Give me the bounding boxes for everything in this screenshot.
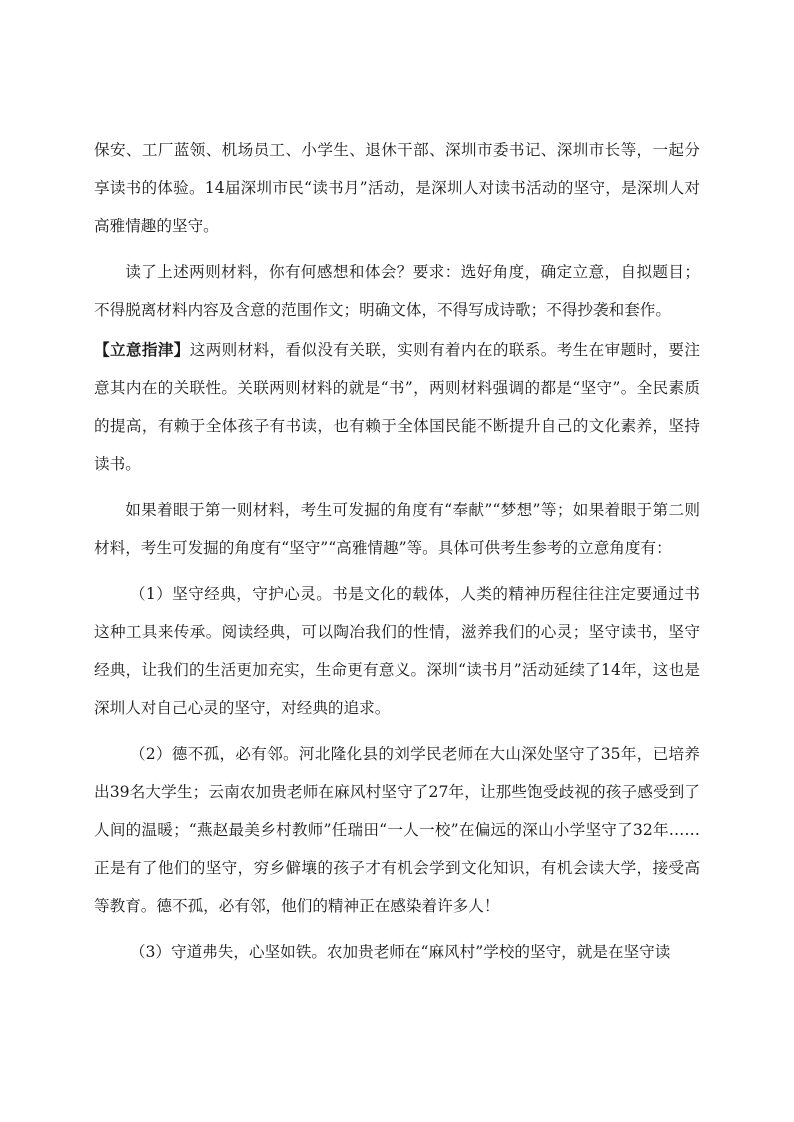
guidance-text: 这两则材料，看似没有关联，实则有着内在的联系。考生在审题时，要注意其内在的关联性。关联两则材料的就是“书”，两则材料强调的都是“坚守”。全民素质的提高，有赖于全体孩子有书读，也有赖于全体国民能不断提升自己的文化素养，坚持读书。 (94, 341, 700, 473)
paragraph-angle-2: （2）德不孤，必有邻。河北隆化县的刘学民老师在大山深处坚守了35年，已培养出39名大学生；云南农加贵老师在麻风村坚守了27年，让那些饱受歧视的孩子感受到了人间的温暖；“燕赵最美乡村教师”任瑞田“一人一校”在偏远的深山小学坚守了32年……正是有了他们的坚守，穷乡僻壤的孩子才有机会学到文化知识，有机会读大学，接受高等教育。德不孤，必有邻，他们的精神正在感染着许多人！ (94, 745, 700, 915)
paragraph-angles-intro: 如果着眼于第一则材料，考生可发掘的角度有“奉献”“梦想”等；如果着眼于第二则材料，考生可发掘的角度有“坚守”“高雅情趣”等。具体可供考生参考的立意角度有： (94, 501, 700, 557)
paragraph-guidance (94, 331, 700, 483)
paragraph-writing-prompt: 读了上述两则材料，你有何感想和体会？要求：选好角度，确定立意，自拟题目；不得脱离材料内容及含意的范围作文；明确文体，不得写成诗歌；不得抄袭和套作。 (94, 263, 700, 319)
guidance-heading: 【立意指津】 (94, 340, 190, 359)
paragraph-angle-1: （1）坚守经典，守护心灵。书是文化的载体，人类的精神历程往往注定要通过书这种工具来传承。阅读经典，可以陶冶我们的性情，滋养我们的心灵；坚守读书，坚守经典，让我们的生活更加充实，生命更有意义。深圳“读书月”活动延续了14年，这也是深圳人对自己心灵的坚守，对经典的追求。 (94, 585, 700, 717)
paragraph-material-continuation: 保安、工厂蓝领、机场员工、小学生、退休干部、深圳市委书记、深圳市长等，一起分享读书的体验。14届深圳市民“读书月”活动，是深圳人对读书活动的坚守，是深圳人对高雅情趣的坚守。 (94, 141, 700, 235)
paragraph-angle-3: （3）守道弗失，心坚如铁。农加贵老师在“麻风村”学校的坚守，就是在坚守读 (129, 943, 671, 961)
